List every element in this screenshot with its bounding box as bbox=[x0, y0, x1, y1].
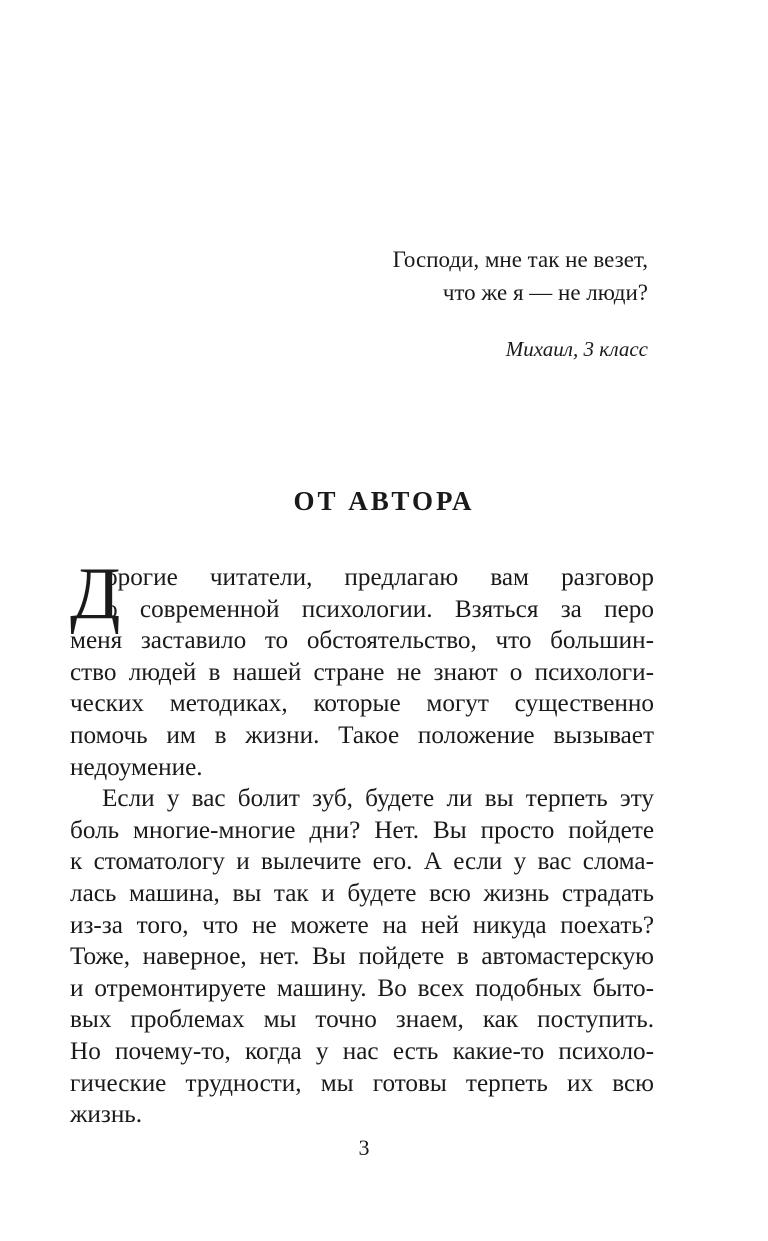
chapter-title: ОТ АВТОРА bbox=[293, 486, 475, 516]
paragraph-main bbox=[70, 783, 654, 1131]
text-line: боль многие-многие дни? Нет. Вы просто пойдете bbox=[70, 816, 654, 844]
epigraph-line: что же я — не люди? bbox=[442, 280, 648, 305]
text-line: ческих методиках, которые могут существенно bbox=[70, 690, 654, 718]
text-line: меня заставило то обстоятельство, что большин- bbox=[70, 627, 654, 655]
epigraph bbox=[228, 243, 648, 363]
page-number: 3 bbox=[358, 1135, 370, 1160]
text-line: лась машина, вы так и будете всю жизнь страдать bbox=[70, 879, 654, 907]
text-line: к стоматологу и вылечите его. А если у вас слома- bbox=[70, 848, 654, 876]
text-line: недоумение. bbox=[70, 753, 203, 781]
text-line: гические трудности, мы готовы терпеть их всю bbox=[70, 1069, 654, 1097]
text-line: Если у вас болит зуб, будете ли вы терпеть эту bbox=[102, 785, 654, 813]
text-line: и отремонтируете машину. Во всех подобных быто- bbox=[70, 974, 654, 1002]
text-line: ство людей в нашей стране не знают о психологи- bbox=[70, 658, 654, 686]
text-line: помочь им в жизни. Такое положение вызывает bbox=[70, 721, 654, 749]
body-text bbox=[70, 553, 654, 1131]
epigraph-source: Михаил, 3 класс bbox=[505, 337, 648, 361]
text-line: из-за того, что не можете на ней никуда поехать? bbox=[70, 911, 654, 939]
text-line: орогие читатели, предлагаю вам разговор bbox=[105, 564, 654, 591]
paragraph-intro bbox=[70, 553, 654, 783]
text-line: Тоже, наверное, нет. Вы пойдете в автомастерскую bbox=[70, 943, 654, 971]
text-line: Но почему-то, когда у нас есть какие-то психоло- bbox=[70, 1037, 654, 1065]
drop-cap: Д bbox=[70, 553, 121, 635]
epigraph-line: Господи, мне так не везет, bbox=[392, 247, 648, 272]
text-line: вых проблемах мы точно знаем, как поступить. bbox=[70, 1006, 654, 1034]
text-line: о современной психологии. Взяться за перо bbox=[105, 595, 654, 623]
text-line: жизнь. bbox=[70, 1101, 143, 1129]
